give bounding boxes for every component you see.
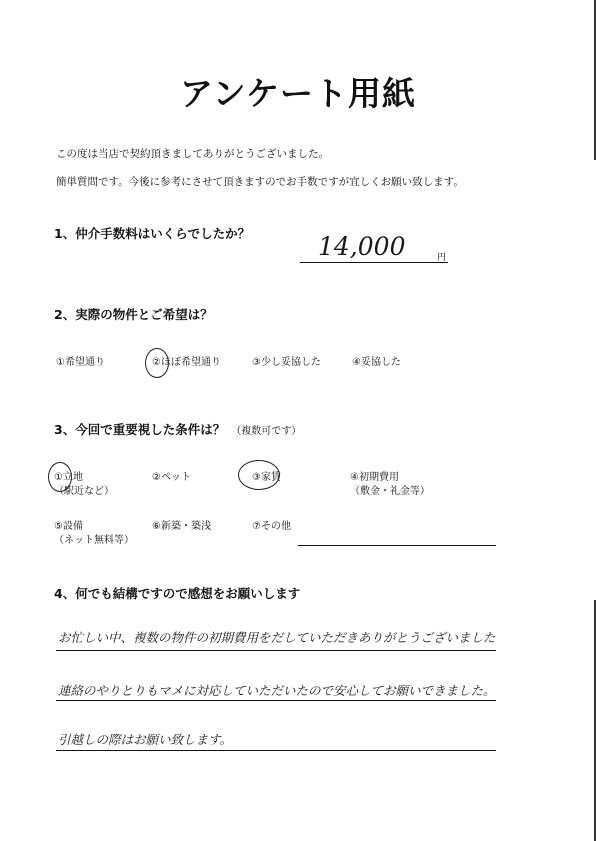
question-4-answer-line-2[interactable]: 連絡のやりとりもマメに対応していただいたので安心してお願いできました。: [58, 683, 496, 698]
question-3-option-2[interactable]: [152, 471, 191, 485]
question-3-other-line: [298, 545, 496, 546]
intro-line-1: この度は当店で契約頂きましてありがとうございました。: [56, 148, 329, 160]
question-1-label: 1、仲介手数料はいくらでしたか？: [54, 226, 251, 241]
question-3-option-7-main: ⑦その他: [252, 521, 291, 532]
question-3-option-6-main: ⑥新築・築浅: [152, 521, 211, 532]
question-1-answer-line: [300, 262, 448, 263]
question-3-label-text: 3、今回で重要視した条件は？: [54, 422, 226, 437]
question-3-option-2-main: ②ペット: [152, 472, 191, 483]
question-3-option-5-sub: （ネット無料等）: [54, 535, 134, 546]
question-3-option-3-main: ③家賃: [252, 472, 281, 483]
question-3-selection-circle-3: [238, 460, 280, 490]
question-3-option-1-sub: （駅近など）: [54, 486, 114, 497]
question-3-option-6[interactable]: [152, 520, 211, 534]
question-3-option-4-sub: （敷金・礼金等）: [350, 486, 430, 497]
question-3-label: [54, 420, 301, 438]
question-2-option-1[interactable]: ①希望通り: [56, 357, 105, 368]
question-3-option-4[interactable]: [350, 471, 430, 499]
question-3-option-1-main: ①立地: [54, 472, 83, 483]
question-4-line-3: [56, 750, 496, 751]
question-4-answer-line-3[interactable]: 引越しの際はお願い致します。: [58, 732, 233, 747]
intro-line-2: 簡単質問です。今後に参考にさせて頂きますのでお手数ですが宜しくお願い致します。: [56, 176, 464, 188]
question-4-line-2: [56, 700, 496, 701]
question-2-option-3[interactable]: ③少し妥協した: [252, 357, 321, 368]
question-4-line-1: [56, 650, 496, 651]
question-3-option-4-main: ④初期費用: [350, 472, 399, 483]
question-3-note: （複数可です）: [231, 426, 302, 437]
question-2-label: 2、実際の物件とご希望は？: [54, 307, 213, 322]
question-3-option-5-main: ⑤設備: [54, 521, 83, 532]
question-2-selection-circle: [145, 348, 169, 378]
question-1-answer[interactable]: 14,000: [318, 232, 406, 261]
question-2-option-4[interactable]: ④妥協した: [352, 357, 401, 368]
question-3-option-5[interactable]: [54, 520, 134, 548]
question-1-unit: 円: [437, 253, 447, 263]
question-3-option-7[interactable]: [252, 520, 291, 534]
question-3-selection-circle-1: [48, 462, 72, 492]
question-2-option-2[interactable]: ②ほぼ希望通り: [152, 357, 221, 368]
question-4-label: 4、何でも結構ですので感想をお願いします: [54, 586, 301, 601]
page-title: アンケート用紙: [179, 74, 417, 113]
question-4-answer-line-1[interactable]: お忙しい中、複数の物件の初期費用をだしていただきありがとうございました: [58, 630, 496, 645]
